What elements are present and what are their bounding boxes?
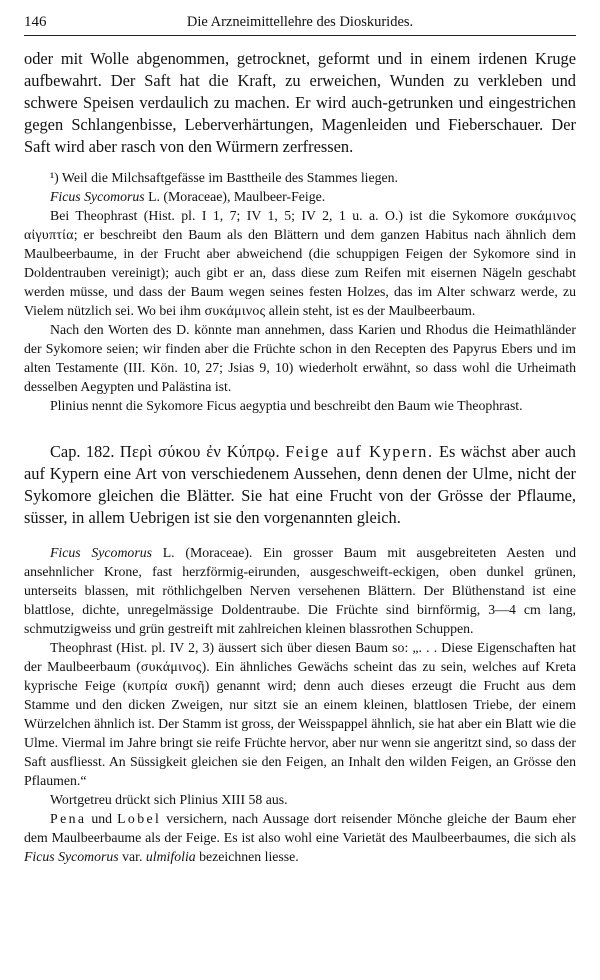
commentary-block-2 [24,543,576,866]
author-pena: Pena [50,811,87,826]
page-number: 146 [24,14,47,30]
running-title: Die Arzneimittellehre des Dioskurides. [186,14,414,30]
pena-lobel-paragraph: Pena und Lobel versichern, nach Aussage dort reisender Mönche gleiche der Baum eher dem Maulbeerbaume als der Feige. Es ist also wohl eine Varietät des Maulbeerbaumes, die sich als Ficus Sycomorus var. ulmifolia bezeichnen liesse. [24,811,577,864]
main-paragraph-continued: oder mit Wolle abgenommen, getrocknet, geformt und in einem irdenen Kruge aufbewahrt. Der Saft hat die Kraft, zu erweichen, Wunden zu verkleben und schwere Speisen verdaulich zu machen. Er wird auch-getrunken und eingestrichen gegen Schlangenbisse, Leberverhärtungen, Magenleiden und Fieberschauer. Der Saft wird aber rasch von den Würmern zerfressen. [24,49,576,156]
footnote-marker: ¹) [50,170,59,185]
variety-name: ulmifolia [145,849,196,864]
theophrast-paragraph: Bei Theophrast (Hist. pl. I 1, 7; IV 1, 5; IV 2, 1 u. a. O.) ist die Sykomore συκάμινος αἰγυπτία; er beschreibt den Baum als den Blättern und dem ganzen Habitus nach ähnlich dem Maulbeerbaume, in der Frucht aber abweichend (die schuppigen Feigen der Sykomore sind in Doldentrauben vereinigt); auch gibt er an, dass diese zum Reifen mit eisernen Nägeln geschabt werden müsse, und dass der Baum wegen seines festen Holzes, das im Alter schwarz werde, zu Vielem nützlich sei. Wo bei ihm συκάμινος allein steht, ist es der Maulbeerbaum. [24,208,576,318]
greek-term: συκάμινος [204,303,266,318]
footnote-text: Weil die Milchsaftgefässe im Basttheile des Stammes liegen. [58,170,398,185]
chapter-text: Es wächst aber auch auf Kypern eine Art von verschiedenem Aussehen, denn denen der Ulme, nicht der Sykomore gleichen die Blätter. Sie hat eine Frucht von der Grösse der Pflaume, süsser, in allem Uebrigen ist sie den vorgenannten gleich. [24,442,576,527]
greek-term: κυπρία συκῆ [127,678,205,693]
plinius-paragraph: Plinius nennt die Sykomore Ficus aegyptia und beschreibt den Baum wie Theophrast. [50,398,523,413]
wortgetreu-paragraph: Wortgetreu drückt sich Plinius XIII 58 aus. [50,792,288,807]
theophrast-quote: Theophrast (Hist. pl. IV 2, 3) äussert sich über diesen Baum so: „. . . Diese Eigenschaften hat der Maulbeerbaum (συκάμινος). Ein ähnliches Gewächs scheint das zu sein, welches auf Kreta kyprische Feige (κυπρία συκῆ) genannt wird; denn auch dieses erzeugt die Frucht aus dem Stamme und den dicken Zweigen, nur sitzt sie an einem kleinen, blattlosen Triebe, der einem Würzelchen ähnlich ist. Der Stamm ist gross, der Weisspappel ähnlich, sie hat aber ein Blatt wie die Ulme. Viermal im Jahre bringt sie reife Früchte hervor, aber nur wenn sie angeritzt sind, so dass der Saft ausfliesst. An Süssigkeit gleichen sie den Feigen, an Inhalt den wilden Feigen, an Grösse den Pflaumen.“ [24,640,576,788]
species-name: Ficus Sycomorus [24,849,119,864]
author-lobel: Lobel [117,811,162,826]
chapter-greek-title: Περὶ σύκου ἐν Κύπρῳ. [119,442,280,461]
commentary-block-1 [24,168,576,415]
chapter-182 [24,441,576,529]
species-heading: Ficus Sycomorus L. (Moraceae), Maulbeer-Feige. [50,189,326,204]
species-name: Ficus Sycomorus [50,189,145,204]
footnote [24,168,576,187]
species-name: Ficus Sycomorus [50,545,152,560]
greek-term: συκάμινος αἰγυπτία [24,208,576,242]
chapter-label: Cap. 182. [50,442,115,461]
page-header [24,14,576,36]
species-description: Ficus Sycomorus L. (Moraceae). Ein grosser Baum mit ausgebreiteten Aesten und ansehnlicher Krone, fast herzförmig-eirunden, ausgeschweift-eckigen, oben dunkel grünen, unterseits blassen, mit röthlichgelben Nerven versehenen Blättern. Der Blüthenstand ist eine blattlose, dichte, unregelmässige Doldentraube. Die Früchte sind birnförmig, 3—4 cm lang, schmutzigweiss und grün gestreift mit zahlreichen kleinen blassrothen Schuppen. [24,545,576,636]
karien-paragraph: Nach den Worten des D. könnte man annehmen, dass Karien und Rhodus die Heimathländer der Sykomore seien; wir finden aber die Früchte schon in den Recepten des Papyrus Ebers und im alten Testamente (III. Kön. 10, 27; Jsias 9, 10) wiederholt erwähnt, so dass wohl die Urheimath desselben Aegypten und Palästina ist. [24,322,576,394]
chapter-title: Feige auf Kypern. [285,442,434,461]
greek-term: συκάμινος [140,659,202,674]
